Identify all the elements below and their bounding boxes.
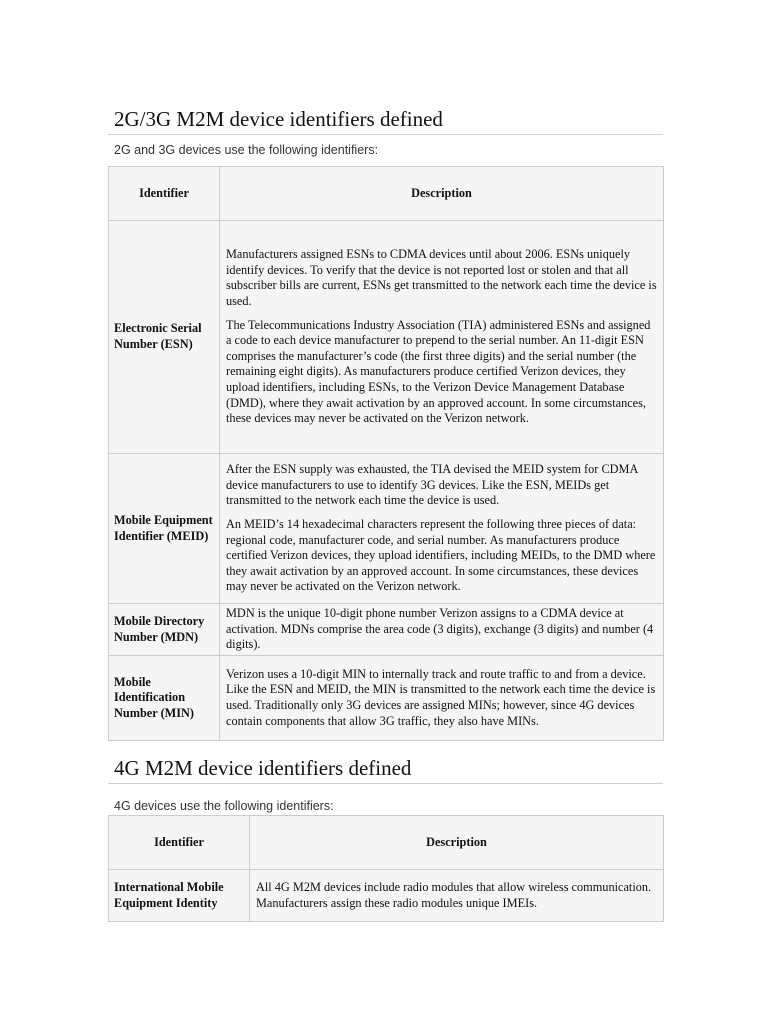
- description-cell: [220, 604, 664, 656]
- identifiers-table-2g3g: [108, 166, 664, 741]
- table-row: [109, 221, 664, 454]
- table-row: [109, 604, 664, 656]
- description-paragraph: After the ESN supply was exhausted, the TIA devised the MEID system for CDMA device manufacturers to use to identify 3G devices. Like the ESN, MEIDs get transmitted to the network each time the device is used.: [226, 462, 638, 508]
- description-paragraph: Verizon uses a 10-digit MIN to internally track and route traffic to and from a device. Like the ESN and MEID, the MIN is transmitted to the network each time the device is used. Traditionally only 3G devices are assigned MINs; however, since 4G devices contain components that allow 3G traffic, they also have MINs.: [226, 666, 656, 728]
- table-header-row: [109, 816, 664, 870]
- section-intro-2g3g: 2G and 3G devices use the following identifiers:: [114, 143, 379, 157]
- description-paragraph: All 4G M2M devices include radio modules that allow wireless communication. Manufacturers assign these radio modules unique IMEIs.: [256, 879, 652, 910]
- identifier-cell: Mobile Equipment Identifier (MEID): [109, 454, 220, 604]
- column-header-description: Description: [250, 816, 664, 870]
- table-header-row: [109, 167, 664, 221]
- table-row: [109, 656, 664, 741]
- description-cell: [220, 454, 664, 604]
- identifier-cell: Electronic Serial Number (ESN): [109, 221, 220, 454]
- table-row: [109, 870, 664, 922]
- description-cell: [250, 870, 664, 922]
- description-paragraph: Manufacturers assigned ESNs to CDMA devices until about 2006. ESNs uniquely identify devices. To verify that the device is not reported lost or stolen and that all subscriber bills are current, ESNs get transmitted to the network each time the device is used.: [226, 247, 657, 309]
- section-intro-4g: 4G devices use the following identifiers:: [114, 799, 334, 813]
- column-header-identifier: Identifier: [109, 167, 220, 221]
- description-paragraph: The Telecommunications Industry Association (TIA) administered ESNs and assigned a code to each device manufacturer to prepend to the serial number. An 11-digit ESN comprises the manufacturer’s code (the first three digits) and the serial number (the remaining eight digits). As manufacturers produce certified Verizon devices, they upload identifiers, including ESNs, to the Verizon Device Management Database (DMD), where they await activation by an approved account. In some circumstances, these devices may never be activated on the Verizon network.: [226, 317, 651, 426]
- section-heading-4g: 4G M2M device identifiers defined: [108, 755, 663, 784]
- column-header-identifier: Identifier: [109, 816, 250, 870]
- table-row: [109, 454, 664, 604]
- description-paragraph: MDN is the unique 10-digit phone number Verizon assigns to a CDMA device at activation. MDNs comprise the area code (3 digits), exchange (3 digits) and number (4 digits).: [226, 606, 654, 652]
- identifier-cell: International Mobile Equipment Identity: [109, 870, 250, 922]
- description-cell: [220, 656, 664, 741]
- description-paragraph: An MEID’s 14 hexadecimal characters represent the following three pieces of data: regional code, manufacturer code, and serial number. As manufacturers produce certified Verizon devices, they upload identifiers, including MEIDs, to the DMD where they await activation by an approved account. In some circumstances, these devices may never be activated on the Verizon network.: [226, 516, 656, 594]
- identifier-cell: Mobile Identification Number (MIN): [109, 656, 220, 741]
- column-header-description: Description: [220, 167, 664, 221]
- identifier-cell: Mobile Directory Number (MDN): [109, 604, 220, 656]
- description-cell: [220, 221, 664, 454]
- section-heading-2g3g: 2G/3G M2M device identifiers defined: [108, 106, 663, 135]
- identifiers-table-4g: [108, 815, 664, 922]
